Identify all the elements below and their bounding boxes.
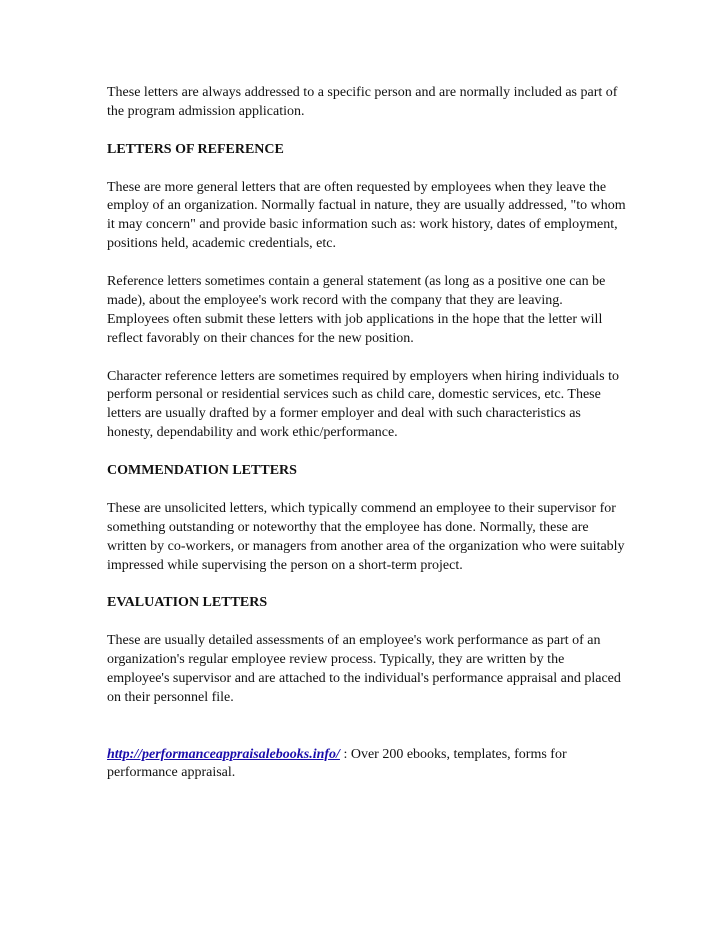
document-body <box>107 84 627 802</box>
reference-paragraph-3: Character reference letters are sometimes required by employers when hiring individuals to perform personal or residential services such as child care, domestic services, etc. These letters are usually drafted by a former employer and deal with such characteristics as honesty, dependability and work ethic/performance. <box>107 368 619 441</box>
footer-description: : Over 200 ebooks, templates, forms for performance appraisal. <box>107 746 567 781</box>
reference-paragraph-1: These are more general letters that are often requested by employees when they leave the employ of an organization. Normally factual in nature, they are usually addressed, "to whom it may concern" and provide basic information such as: work history, dates of employment, positions held, academic credentials, etc. <box>107 179 626 252</box>
heading-letters-of-reference: LETTERS OF REFERENCE <box>107 141 284 157</box>
evaluation-paragraph: These are usually detailed assessments of an employee's work performance as part of an organization's regular employee review process. Typically, they are written by the employee's supervisor and are attached to the individual's performance appraisal and placed on their personnel file. <box>107 633 621 705</box>
heading-commendation-letters: COMMENDATION LETTERS <box>107 463 297 479</box>
commendation-paragraph: These are unsolicited letters, which typically commend an employee to their supervisor for something outstanding or noteworthy that the employee has done. Normally, these are written by co-workers, or managers from another area of the organization who were suitably impressed while supervising the person on a short-term project. <box>107 500 625 573</box>
spacer <box>107 727 627 746</box>
footer-line <box>107 746 627 784</box>
ebooks-link[interactable]: http://performanceappraisalebooks.info/ <box>107 746 340 762</box>
intro-paragraph: These letters are always addressed to a specific person and are normally included as part of the program admission application. <box>107 85 618 119</box>
heading-evaluation-letters: EVALUATION LETTERS <box>107 595 268 611</box>
reference-paragraph-2: Reference letters sometimes contain a general statement (as long as a positive one can be made), about the employee's work record with the company that they are leaving. Employees often submit these letters with job applications in the hope that the letter will reflect favorably on their chances for the new position. <box>107 274 606 346</box>
